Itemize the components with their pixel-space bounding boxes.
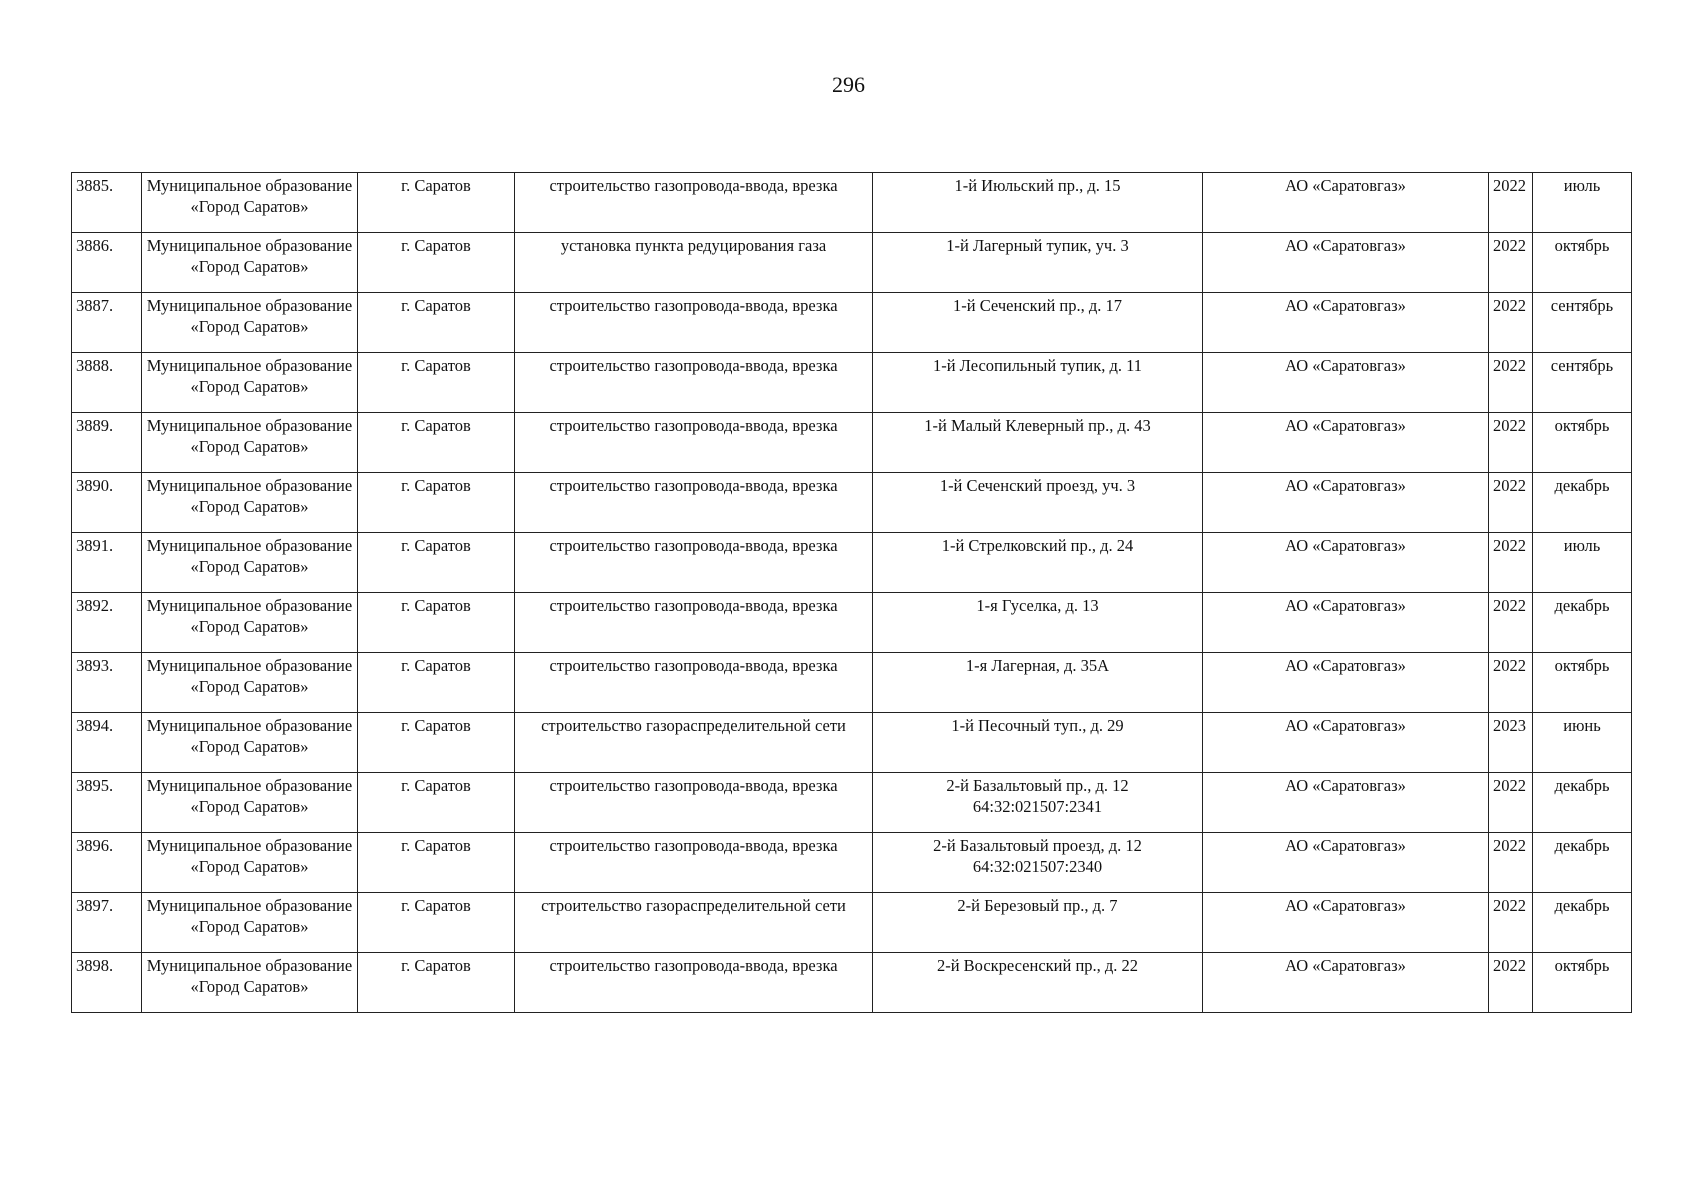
organization-cell (1203, 473, 1489, 533)
municipality-name: Муниципальное образование «Город Саратов» (146, 236, 353, 276)
year-cell (1489, 293, 1533, 353)
month: сентябрь (1550, 356, 1614, 375)
row-number: 3885. (76, 176, 114, 195)
month-cell (1533, 953, 1632, 1013)
address-cell (873, 173, 1203, 233)
year: 2022 (1493, 596, 1526, 615)
municipality-name: Муниципальное образование «Город Саратов» (146, 656, 353, 696)
work-type-cell (515, 953, 873, 1013)
row-number-cell (72, 713, 142, 773)
work-type-cell (515, 773, 873, 833)
address-cell (873, 713, 1203, 773)
page-number: 296 (832, 72, 865, 97)
city-name: г. Саратов (401, 356, 471, 375)
municipality-cell (142, 233, 358, 293)
organization-cell (1203, 653, 1489, 713)
organization-name: АО «Саратовгаз» (1285, 536, 1406, 555)
month-cell (1533, 473, 1632, 533)
address-cell (873, 413, 1203, 473)
municipality-name: Муниципальное образование «Город Саратов» (146, 596, 353, 636)
address-cell (873, 353, 1203, 413)
table-row (72, 953, 1632, 1013)
table-row (72, 413, 1632, 473)
work-type-cell (515, 653, 873, 713)
address: 2-й Базальтовый проезд, д. 12 (933, 836, 1142, 855)
city-name: г. Саратов (401, 176, 471, 195)
work-type: строительство газораспределительной сети (541, 896, 846, 915)
row-number-cell (72, 293, 142, 353)
year: 2022 (1493, 296, 1526, 315)
work-type: строительство газопровода-ввода, врезка (549, 836, 838, 855)
month-cell (1533, 653, 1632, 713)
municipality-cell (142, 953, 358, 1013)
address: 1-й Стрелковский пр., д. 24 (941, 536, 1134, 555)
work-type-cell (515, 353, 873, 413)
month: июль (1563, 176, 1601, 195)
municipality-name: Муниципальное образование «Город Саратов» (146, 356, 353, 396)
table-row (72, 233, 1632, 293)
work-type-cell (515, 413, 873, 473)
row-number: 3896. (76, 836, 114, 855)
organization-cell (1203, 353, 1489, 413)
municipality-name: Муниципальное образование «Город Саратов» (146, 896, 353, 936)
year-cell (1489, 473, 1533, 533)
address-cell (873, 833, 1203, 893)
work-type-cell (515, 713, 873, 773)
city-cell (358, 533, 515, 593)
row-number: 3889. (76, 416, 114, 435)
month: декабрь (1554, 596, 1610, 615)
city-name: г. Саратов (401, 536, 471, 555)
row-number: 3888. (76, 356, 114, 375)
address-cell (873, 473, 1203, 533)
work-type: строительство газопровода-ввода, врезка (549, 536, 838, 555)
work-type: строительство газопровода-ввода, врезка (549, 776, 838, 795)
row-number-cell (72, 593, 142, 653)
table-row (72, 353, 1632, 413)
row-number-cell (72, 773, 142, 833)
table-row (72, 173, 1632, 233)
month: июнь (1563, 716, 1601, 735)
year-cell (1489, 893, 1533, 953)
organization-name: АО «Саратовгаз» (1285, 956, 1406, 975)
row-number: 3887. (76, 296, 114, 315)
city-cell (358, 293, 515, 353)
table-row (72, 713, 1632, 773)
year: 2022 (1493, 476, 1526, 495)
year: 2022 (1493, 536, 1526, 555)
year-cell (1489, 953, 1533, 1013)
year: 2022 (1493, 956, 1526, 975)
month-cell (1533, 773, 1632, 833)
municipality-cell (142, 593, 358, 653)
row-number-cell (72, 353, 142, 413)
address-cell (873, 653, 1203, 713)
city-name: г. Саратов (401, 656, 471, 675)
work-type-cell (515, 233, 873, 293)
year-cell (1489, 593, 1533, 653)
organization-cell (1203, 293, 1489, 353)
year: 2022 (1493, 236, 1526, 255)
organization-cell (1203, 593, 1489, 653)
year-cell (1489, 533, 1533, 593)
row-number: 3897. (76, 896, 114, 915)
address: 2-й Березовый пр., д. 7 (957, 896, 1118, 915)
work-type: строительство газопровода-ввода, врезка (549, 596, 838, 615)
work-type-cell (515, 293, 873, 353)
city-cell (358, 233, 515, 293)
organization-cell (1203, 713, 1489, 773)
month: октябрь (1554, 236, 1610, 255)
address: 1-й Лагерный тупик, уч. 3 (946, 236, 1129, 255)
year: 2023 (1493, 716, 1526, 735)
table-row (72, 593, 1632, 653)
year: 2022 (1493, 656, 1526, 675)
table-body (72, 173, 1632, 1013)
organization-name: АО «Саратовгаз» (1285, 836, 1406, 855)
row-number: 3894. (76, 716, 114, 735)
city-cell (358, 653, 515, 713)
month: декабрь (1554, 896, 1610, 915)
month: декабрь (1554, 476, 1610, 495)
work-type-cell (515, 173, 873, 233)
year: 2022 (1493, 896, 1526, 915)
year-cell (1489, 413, 1533, 473)
table-row (72, 473, 1632, 533)
work-type-cell (515, 533, 873, 593)
row-number-cell (72, 893, 142, 953)
row-number: 3890. (76, 476, 114, 495)
organization-cell (1203, 893, 1489, 953)
address-cell (873, 893, 1203, 953)
address-cell (873, 953, 1203, 1013)
organization-name: АО «Саратовгаз» (1285, 416, 1406, 435)
row-number-cell (72, 533, 142, 593)
organization-name: АО «Саратовгаз» (1285, 296, 1406, 315)
address-cell (873, 233, 1203, 293)
city-cell (358, 773, 515, 833)
row-number-cell (72, 653, 142, 713)
month: октябрь (1554, 416, 1610, 435)
row-number-cell (72, 413, 142, 473)
month-cell (1533, 833, 1632, 893)
organization-name: АО «Саратовгаз» (1285, 716, 1406, 735)
municipality-cell (142, 653, 358, 713)
address: 1-й Лесопильный тупик, д. 11 (932, 356, 1143, 375)
row-number: 3893. (76, 656, 114, 675)
city-cell (358, 833, 515, 893)
work-type-cell (515, 833, 873, 893)
cadastral-number: 64:32:021507:2340 (972, 857, 1103, 876)
municipality-cell (142, 893, 358, 953)
city-name: г. Саратов (401, 236, 471, 255)
organization-name: АО «Саратовгаз» (1285, 176, 1406, 195)
city-name: г. Саратов (401, 296, 471, 315)
table-row (72, 893, 1632, 953)
year: 2022 (1493, 416, 1526, 435)
organization-cell (1203, 833, 1489, 893)
row-number: 3895. (76, 776, 114, 795)
work-type-cell (515, 893, 873, 953)
year-cell (1489, 653, 1533, 713)
table-row (72, 773, 1632, 833)
address: 2-й Воскресенский пр., д. 22 (936, 956, 1139, 975)
month: октябрь (1554, 956, 1610, 975)
work-type-cell (515, 593, 873, 653)
month-cell (1533, 893, 1632, 953)
organization-name: АО «Саратовгаз» (1285, 236, 1406, 255)
address: 1-й Сеченский пр., д. 17 (953, 296, 1122, 315)
work-type: строительство газопровода-ввода, врезка (549, 656, 838, 675)
address: 1-я Гуселка, д. 13 (976, 596, 1099, 615)
city-name: г. Саратов (401, 596, 471, 615)
row-number-cell (72, 173, 142, 233)
address: 1-я Лагерная, д. 35А (965, 656, 1110, 675)
organization-name: АО «Саратовгаз» (1285, 476, 1406, 495)
work-type-cell (515, 473, 873, 533)
work-type: строительство газопровода-ввода, врезка (549, 356, 838, 375)
municipality-cell (142, 833, 358, 893)
address: 2-й Базальтовый пр., д. 12 (946, 776, 1129, 795)
city-cell (358, 353, 515, 413)
municipality-name: Муниципальное образование «Город Саратов» (146, 956, 353, 996)
city-name: г. Саратов (401, 956, 471, 975)
organization-name: АО «Саратовгаз» (1285, 896, 1406, 915)
organization-cell (1203, 953, 1489, 1013)
year: 2022 (1493, 176, 1526, 195)
row-number: 3892. (76, 596, 114, 615)
row-number-cell (72, 233, 142, 293)
year-cell (1489, 353, 1533, 413)
municipality-cell (142, 773, 358, 833)
organization-name: АО «Саратовгаз» (1285, 656, 1406, 675)
month-cell (1533, 173, 1632, 233)
address: 1-й Малый Клеверный пр., д. 43 (924, 416, 1151, 435)
work-type: строительство газопровода-ввода, врезка (549, 956, 838, 975)
address-cell (873, 293, 1203, 353)
organization-cell (1203, 233, 1489, 293)
work-type: строительство газопровода-ввода, врезка (549, 296, 838, 315)
organization-name: АО «Саратовгаз» (1285, 596, 1406, 615)
table-row (72, 533, 1632, 593)
city-cell (358, 893, 515, 953)
municipality-cell (142, 353, 358, 413)
table-row (72, 653, 1632, 713)
row-number-cell (72, 473, 142, 533)
table-row (72, 293, 1632, 353)
month-cell (1533, 413, 1632, 473)
municipality-cell (142, 293, 358, 353)
registry-table (71, 172, 1632, 1013)
month-cell (1533, 353, 1632, 413)
municipality-name: Муниципальное образование «Город Саратов» (146, 476, 353, 516)
year: 2022 (1493, 356, 1526, 375)
city-cell (358, 713, 515, 773)
year: 2022 (1493, 836, 1526, 855)
work-type: строительство газопровода-ввода, врезка (549, 476, 838, 495)
year-cell (1489, 233, 1533, 293)
year-cell (1489, 833, 1533, 893)
city-name: г. Саратов (401, 836, 471, 855)
month-cell (1533, 293, 1632, 353)
city-name: г. Саратов (401, 896, 471, 915)
year: 2022 (1493, 776, 1526, 795)
year-cell (1489, 173, 1533, 233)
address: 1-й Июльский пр., д. 15 (954, 176, 1121, 195)
work-type: строительство газопровода-ввода, врезка (549, 416, 838, 435)
month-cell (1533, 713, 1632, 773)
address-cell (873, 773, 1203, 833)
municipality-name: Муниципальное образование «Город Саратов» (146, 836, 353, 876)
work-type: строительство газораспределительной сети (541, 716, 846, 735)
municipality-cell (142, 713, 358, 773)
month: декабрь (1554, 836, 1610, 855)
table-row (72, 833, 1632, 893)
year-cell (1489, 773, 1533, 833)
row-number-cell (72, 953, 142, 1013)
work-type: установка пункта редуцирования газа (560, 236, 827, 255)
city-cell (358, 953, 515, 1013)
address: 1-й Песочный туп., д. 29 (951, 716, 1124, 735)
city-cell (358, 473, 515, 533)
municipality-cell (142, 173, 358, 233)
municipality-name: Муниципальное образование «Город Саратов» (146, 416, 353, 456)
organization-name: АО «Саратовгаз» (1285, 356, 1406, 375)
month: июль (1563, 536, 1601, 555)
city-cell (358, 593, 515, 653)
city-name: г. Саратов (401, 716, 471, 735)
work-type: строительство газопровода-ввода, врезка (549, 176, 838, 195)
row-number: 3898. (76, 956, 114, 975)
address-cell (873, 593, 1203, 653)
month-cell (1533, 593, 1632, 653)
organization-cell (1203, 173, 1489, 233)
city-cell (358, 413, 515, 473)
row-number: 3886. (76, 236, 114, 255)
municipality-name: Муниципальное образование «Город Саратов» (146, 176, 353, 216)
month: сентябрь (1550, 296, 1614, 315)
row-number-cell (72, 833, 142, 893)
row-number: 3891. (76, 536, 114, 555)
year-cell (1489, 713, 1533, 773)
municipality-name: Муниципальное образование «Город Саратов» (146, 296, 353, 336)
municipality-cell (142, 533, 358, 593)
municipality-cell (142, 413, 358, 473)
cadastral-number: 64:32:021507:2341 (972, 797, 1103, 816)
city-name: г. Саратов (401, 776, 471, 795)
month: декабрь (1554, 776, 1610, 795)
municipality-name: Муниципальное образование «Город Саратов» (146, 716, 353, 756)
address-cell (873, 533, 1203, 593)
organization-cell (1203, 533, 1489, 593)
municipality-cell (142, 473, 358, 533)
month-cell (1533, 533, 1632, 593)
city-cell (358, 173, 515, 233)
organization-cell (1203, 773, 1489, 833)
city-name: г. Саратов (401, 416, 471, 435)
month: октябрь (1554, 656, 1610, 675)
address: 1-й Сеченский проезд, уч. 3 (939, 476, 1136, 495)
month-cell (1533, 233, 1632, 293)
organization-name: АО «Саратовгаз» (1285, 776, 1406, 795)
city-name: г. Саратов (401, 476, 471, 495)
organization-cell (1203, 413, 1489, 473)
municipality-name: Муниципальное образование «Город Саратов» (146, 776, 353, 816)
municipality-name: Муниципальное образование «Город Саратов» (146, 536, 353, 576)
